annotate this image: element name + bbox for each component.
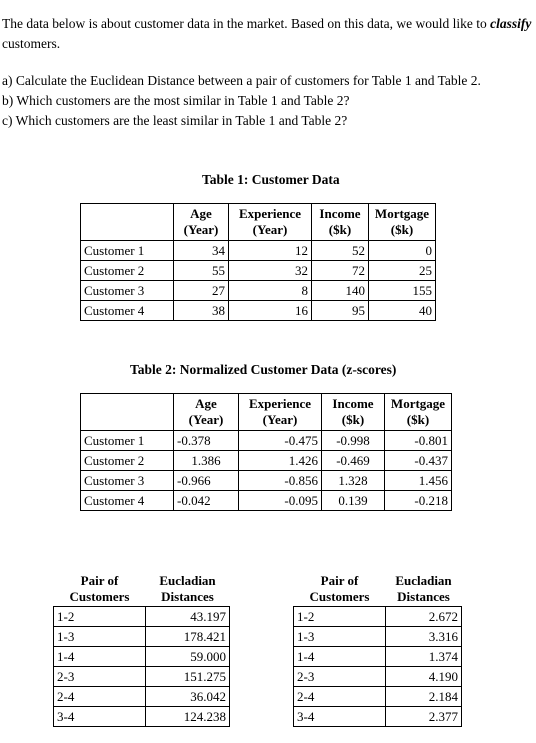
distance-cell: 2.377: [386, 707, 462, 727]
table-row: [81, 431, 452, 451]
pair-cell: 2-4: [54, 687, 146, 707]
distances1-header-distance: Eucladian Distances: [146, 572, 230, 607]
row-label: Customer 1: [81, 241, 174, 261]
distances-table-1: [53, 572, 230, 727]
cell: -0.218: [385, 491, 452, 511]
pair-cell: 2-4: [294, 687, 386, 707]
pair-cell: 1-3: [54, 627, 146, 647]
table2-header-mortgage: Mortgage ($k): [385, 394, 452, 431]
distance-cell: 1.374: [386, 647, 462, 667]
distances2-header-pair: Pair of Customers: [294, 572, 386, 607]
pair-cell: 1-3: [294, 627, 386, 647]
table-row: [54, 627, 230, 647]
cell: 27: [174, 281, 229, 301]
cell: 155: [369, 281, 436, 301]
table2-caption: Table 2: Normalized Customer Data (z-scores): [130, 362, 397, 377]
cell: -0.378: [174, 431, 239, 451]
distance-cell: 2.184: [386, 687, 462, 707]
table1-header-income: Income ($k): [312, 204, 369, 241]
distances2-header-row: [294, 572, 462, 607]
table1-header-mortgage: Mortgage ($k): [369, 204, 436, 241]
table2-header-experience: Experience (Year): [239, 394, 322, 431]
cell: 52: [312, 241, 369, 261]
cell: 72: [312, 261, 369, 281]
table2-header-income: Income ($k): [322, 394, 385, 431]
distances-table-2: [293, 572, 462, 727]
cell: -0.469: [322, 451, 385, 471]
cell: 1.456: [385, 471, 452, 491]
table-row: [294, 667, 462, 687]
table-row: [294, 647, 462, 667]
cell: 0: [369, 241, 436, 261]
cell: 1.426: [239, 451, 322, 471]
distances2-header-distance: Eucladian Distances: [386, 572, 462, 607]
intro-paragraph: [2, 14, 532, 54]
table-row: [294, 607, 462, 627]
cell: 40: [369, 301, 436, 321]
cell: -0.042: [174, 491, 239, 511]
table-row: [81, 261, 436, 281]
cell: 8: [229, 281, 312, 301]
distance-cell: 4.190: [386, 667, 462, 687]
table-row: [81, 451, 452, 471]
table1-header-row: [81, 204, 436, 241]
distance-cell: 124.238: [146, 707, 230, 727]
pair-cell: 2-3: [294, 667, 386, 687]
cell: 16: [229, 301, 312, 321]
table2-header-age: Age (Year): [174, 394, 239, 431]
cell: 55: [174, 261, 229, 281]
cell: -0.437: [385, 451, 452, 471]
cell: -0.475: [239, 431, 322, 451]
distance-cell: 3.316: [386, 627, 462, 647]
cell: 34: [174, 241, 229, 261]
pair-cell: 3-4: [294, 707, 386, 727]
table-row: [54, 647, 230, 667]
row-label: Customer 1: [81, 431, 174, 451]
cell: 12: [229, 241, 312, 261]
cell: 25: [369, 261, 436, 281]
distance-cell: 59.000: [146, 647, 230, 667]
distance-cell: 43.197: [146, 607, 230, 627]
cell: -0.095: [239, 491, 322, 511]
table1-caption: Table 1: Customer Data: [202, 172, 340, 187]
pair-cell: 3-4: [54, 707, 146, 727]
question-a: a) Calculate the Euclidean Distance between a pair of customers for Table 1 and Table 2.: [2, 73, 481, 88]
table-row: [54, 687, 230, 707]
row-label: Customer 2: [81, 451, 174, 471]
row-label: Customer 3: [81, 471, 174, 491]
table-row: [294, 687, 462, 707]
intro-emphasis: classify: [490, 16, 532, 31]
distance-cell: 151.275: [146, 667, 230, 687]
cell: 1.386: [174, 451, 239, 471]
pair-cell: 2-3: [54, 667, 146, 687]
cell: 32: [229, 261, 312, 281]
table1-header-age: Age (Year): [174, 204, 229, 241]
table-row: [81, 241, 436, 261]
cell: 38: [174, 301, 229, 321]
distance-cell: 36.042: [146, 687, 230, 707]
distance-cell: 2.672: [386, 607, 462, 627]
table-row: [81, 471, 452, 491]
table1-corner-cell: [81, 204, 174, 241]
table-row: [81, 281, 436, 301]
question-b: b) Which customers are the most similar in Table 1 and Table 2?: [2, 93, 350, 108]
table-row: [81, 491, 452, 511]
pair-cell: 1-2: [54, 607, 146, 627]
cell: -0.998: [322, 431, 385, 451]
table2: [80, 393, 452, 511]
cell: 140: [312, 281, 369, 301]
cell: -0.966: [174, 471, 239, 491]
distances1-header-pair: Pair of Customers: [54, 572, 146, 607]
row-label: Customer 3: [81, 281, 174, 301]
table2-header-row: [81, 394, 452, 431]
intro-text-after: customers.: [2, 36, 61, 51]
cell: 1.328: [322, 471, 385, 491]
cell: -0.801: [385, 431, 452, 451]
cell: -0.856: [239, 471, 322, 491]
pair-cell: 1-4: [294, 647, 386, 667]
distances1-header-row: [54, 572, 230, 607]
table-row: [54, 667, 230, 687]
table-row: [294, 707, 462, 727]
table-row: [54, 707, 230, 727]
table1: [80, 203, 436, 321]
question-c: c) Which customers are the least similar in Table 1 and Table 2?: [2, 113, 348, 128]
cell: 95: [312, 301, 369, 321]
distance-cell: 178.421: [146, 627, 230, 647]
cell: 0.139: [322, 491, 385, 511]
row-label: Customer 4: [81, 301, 174, 321]
pair-cell: 1-4: [54, 647, 146, 667]
intro-text-before: The data below is about customer data in the market. Based on this data, we would like to: [2, 16, 491, 31]
table-row: [81, 301, 436, 321]
table-row: [54, 607, 230, 627]
table1-header-experience: Experience (Year): [229, 204, 312, 241]
row-label: Customer 2: [81, 261, 174, 281]
table-row: [294, 627, 462, 647]
row-label: Customer 4: [81, 491, 174, 511]
pair-cell: 1-2: [294, 607, 386, 627]
table2-corner-cell: [81, 394, 174, 431]
